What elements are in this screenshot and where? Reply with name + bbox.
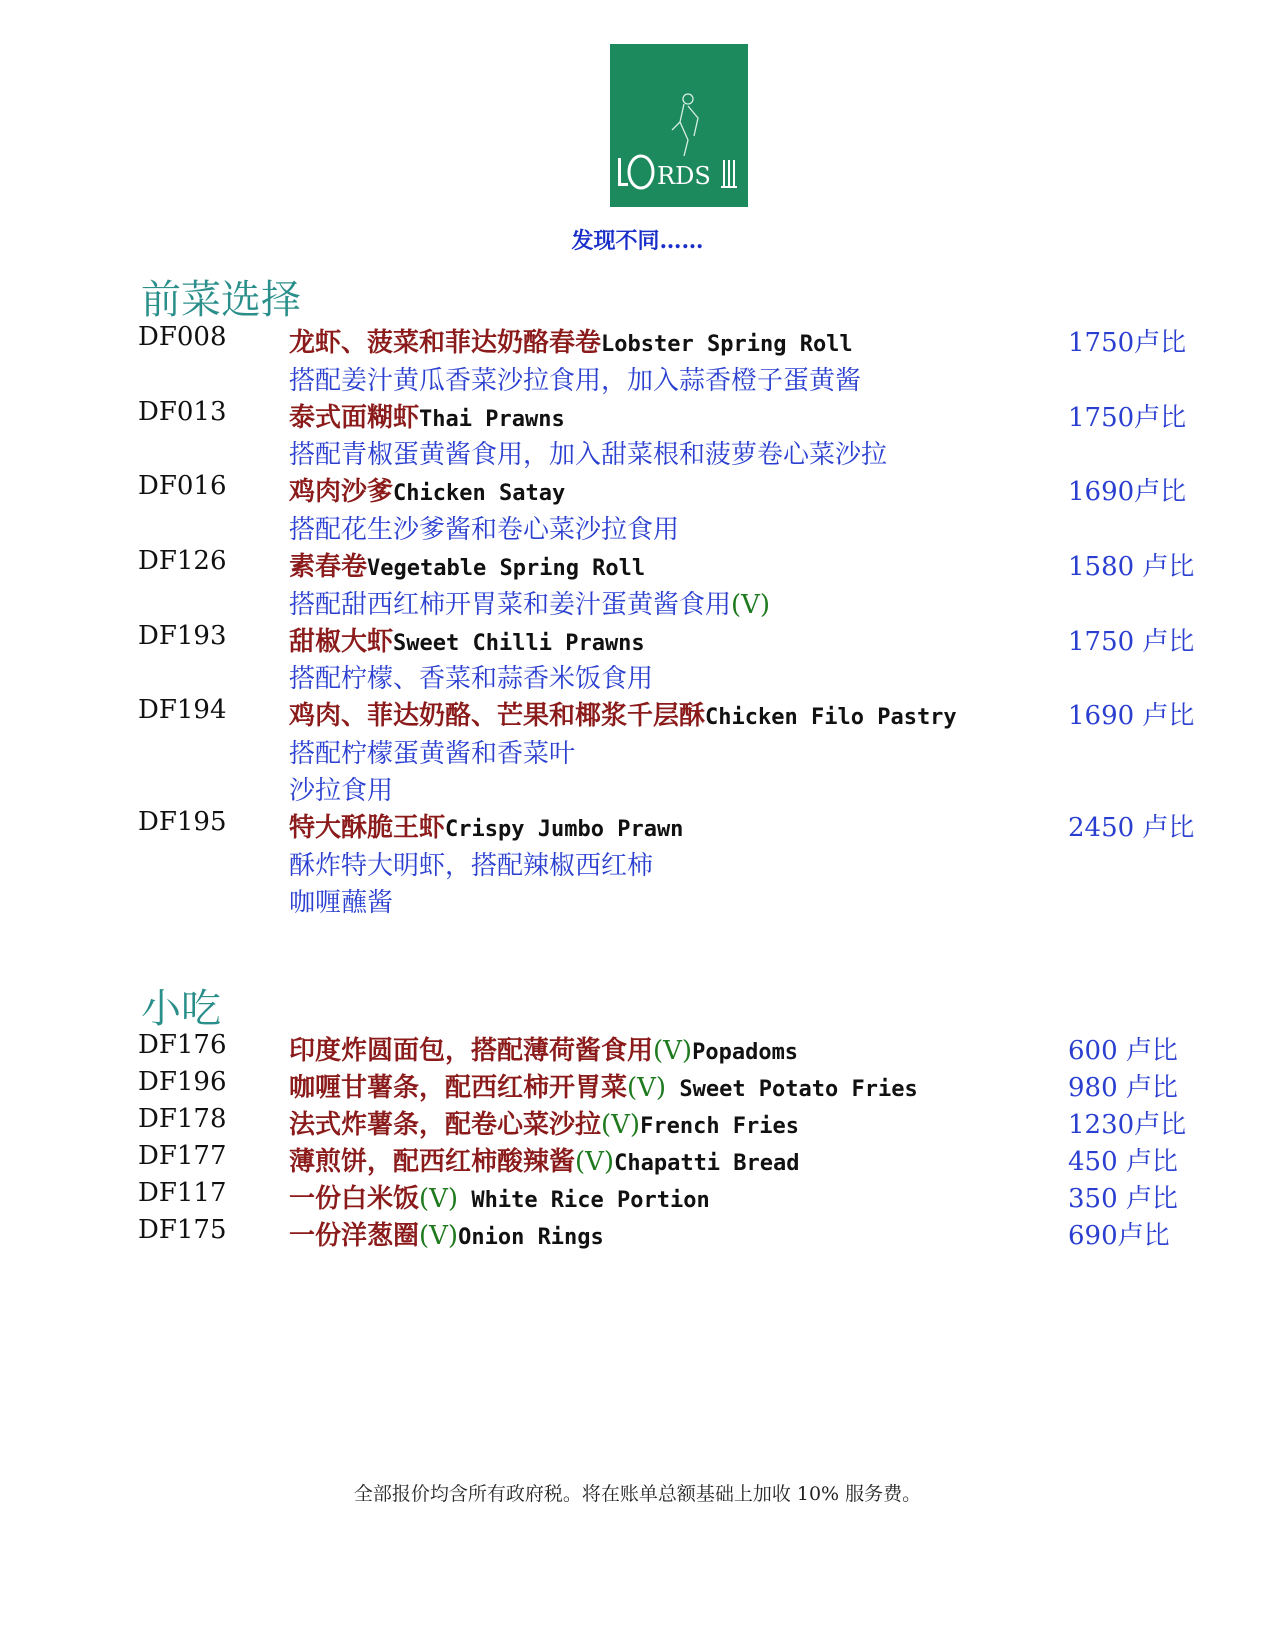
lords-logo-icon <box>610 44 748 207</box>
vegetarian-marker: (V) <box>575 1147 615 1177</box>
item-price: 350 卢比 <box>1068 1184 1178 1214</box>
vegetarian-marker: (V) <box>731 590 771 620</box>
item-title <box>289 621 645 658</box>
vegetarian-marker: (V) <box>601 1110 641 1140</box>
vegetarian-marker: (V) <box>419 1184 459 1214</box>
tagline: 发现不同…… <box>571 228 704 254</box>
item-title <box>289 1030 798 1067</box>
lords-logo <box>610 44 748 207</box>
item-code: DF176 <box>138 1030 227 1060</box>
item-name-zh: 法式炸薯条，配卷心菜沙拉 <box>289 1110 602 1140</box>
item-code: DF178 <box>138 1104 227 1134</box>
item-price: 450 卢比 <box>1068 1147 1178 1177</box>
item-price: 1690 卢比 <box>1068 701 1195 731</box>
item-name-zh: 鸡肉沙爹 <box>289 477 394 507</box>
item-name-zh: 泰式面糊虾 <box>289 403 420 433</box>
item-description: 搭配花生沙爹酱和卷心菜沙拉食用 <box>289 515 680 545</box>
item-description: 咖喱蘸酱 <box>289 888 394 918</box>
item-name-en: White Rice Portion <box>458 1188 710 1213</box>
item-description <box>289 584 770 621</box>
item-price: 1230卢比 <box>1068 1110 1187 1140</box>
item-price: 1690卢比 <box>1068 477 1187 507</box>
item-price: 690卢比 <box>1068 1221 1170 1251</box>
vegetarian-marker: (V) <box>419 1221 459 1251</box>
item-code: DF013 <box>138 397 227 427</box>
item-name-en: Chapatti Bread <box>614 1151 800 1176</box>
item-name-en: Vegetable Spring Roll <box>367 556 646 581</box>
item-price: 1580 卢比 <box>1068 552 1195 582</box>
item-name-zh: 素春卷 <box>289 552 368 582</box>
section-title-snacks: 小吃 <box>141 986 221 1032</box>
item-code: DF175 <box>138 1215 227 1245</box>
item-code: DF193 <box>138 621 227 651</box>
svg-text:RDS: RDS <box>657 162 711 190</box>
item-title <box>289 695 957 732</box>
item-name-en: Sweet Chilli Prawns <box>393 631 645 656</box>
item-code: DF177 <box>138 1141 227 1171</box>
item-description: 搭配姜汁黄瓜香菜沙拉食用，加入蒜香橙子蛋黄酱 <box>289 366 862 396</box>
item-name-en: Chicken Filo Pastry <box>705 705 957 730</box>
item-description: 酥炸特大明虾，搭配辣椒西红柿 <box>289 851 654 881</box>
item-code: DF196 <box>138 1067 227 1097</box>
item-price: 980 卢比 <box>1068 1073 1178 1103</box>
item-name-zh: 一份白米饭 <box>289 1184 420 1214</box>
item-name-en: Onion Rings <box>458 1225 604 1250</box>
item-price: 600 卢比 <box>1068 1036 1178 1066</box>
item-code: DF016 <box>138 471 227 501</box>
item-title <box>289 397 565 434</box>
item-description: 搭配柠檬、香菜和蒜香米饭食用 <box>289 664 654 694</box>
item-price: 1750卢比 <box>1068 328 1187 358</box>
item-code: DF194 <box>138 695 227 725</box>
item-code: DF008 <box>138 322 227 352</box>
item-price: 1750 卢比 <box>1068 627 1195 657</box>
item-name-zh: 薄煎饼，配西红柿酸辣酱 <box>289 1147 576 1177</box>
item-code: DF195 <box>138 807 227 837</box>
item-name-zh: 龙虾、菠菜和菲达奶酪春卷 <box>289 328 602 358</box>
footer-note: 全部报价均含所有政府税。将在账单总额基础上加收 10% 服务费。 <box>353 1483 922 1505</box>
item-code: DF117 <box>138 1178 227 1208</box>
item-code: DF126 <box>138 546 227 576</box>
item-title <box>289 471 565 508</box>
item-name-en: Chicken Satay <box>393 481 566 506</box>
item-name-en: Thai Prawns <box>419 407 565 432</box>
item-name-zh: 特大酥脆王虾 <box>289 813 446 843</box>
item-description-text: 搭配甜西红柿开胃菜和姜汁蛋黄酱食用 <box>289 590 732 620</box>
vegetarian-marker: (V) <box>627 1073 667 1103</box>
item-price: 1750卢比 <box>1068 403 1187 433</box>
item-name-zh: 印度炸圆面包，搭配薄荷酱食用 <box>289 1036 654 1066</box>
item-title <box>289 1178 710 1215</box>
item-price: 2450 卢比 <box>1068 813 1195 843</box>
item-title <box>289 1067 918 1104</box>
item-name-zh: 咖喱甘薯条，配西红柿开胃菜 <box>289 1073 628 1103</box>
item-name-en: Lobster Spring Roll <box>601 332 853 357</box>
item-name-en: Sweet Potato Fries <box>666 1077 918 1102</box>
item-description: 搭配青椒蛋黄酱食用，加入甜菜根和菠萝卷心菜沙拉 <box>289 440 888 470</box>
item-title <box>289 807 683 844</box>
item-name-en: French Fries <box>640 1114 800 1139</box>
item-name-zh: 一份洋葱圈 <box>289 1221 420 1251</box>
item-title <box>289 1104 799 1141</box>
vegetarian-marker: (V) <box>653 1036 693 1066</box>
item-title <box>289 1141 800 1178</box>
item-title <box>289 1215 604 1252</box>
item-name-en: Crispy Jumbo Prawn <box>445 817 684 842</box>
item-description: 沙拉食用 <box>289 776 394 806</box>
item-title <box>289 546 645 583</box>
item-name-zh: 甜椒大虾 <box>289 627 394 657</box>
item-description: 搭配柠檬蛋黄酱和香菜叶 <box>289 739 576 769</box>
section-title-starters: 前菜选择 <box>141 277 301 323</box>
item-title <box>289 322 853 359</box>
item-name-zh: 鸡肉、菲达奶酪、芒果和椰浆千层酥 <box>289 701 706 731</box>
item-name-en: Popadoms <box>692 1040 799 1065</box>
